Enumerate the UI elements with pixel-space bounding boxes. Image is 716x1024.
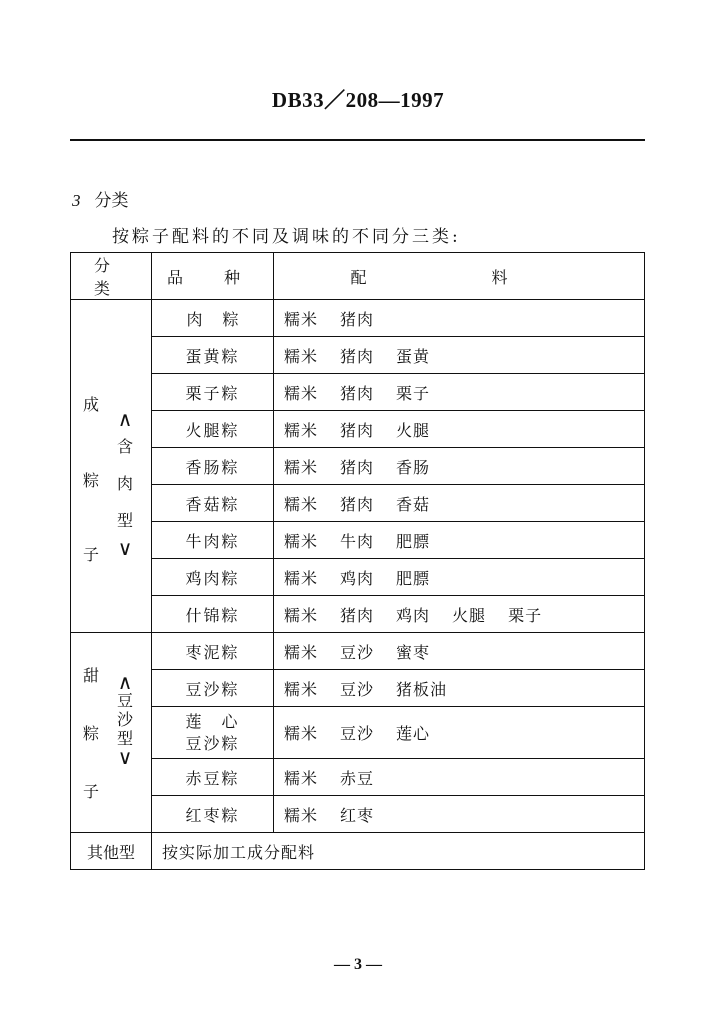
table-row (71, 707, 645, 759)
variety-cell (152, 707, 274, 759)
intro-text: 按粽子配料的不同及调味的不同分三类: (112, 227, 461, 247)
ingredient: 豆沙 (340, 724, 375, 743)
ingredients-cell (274, 633, 645, 670)
ingredient: 糯米 (284, 494, 319, 514)
ingredient: 糯米 (284, 805, 319, 825)
category-subtype-char: 型 (117, 729, 134, 748)
table-row (71, 670, 645, 707)
ingredient: 栗子 (396, 383, 431, 403)
variety-cell: 蛋黄粽 (152, 337, 274, 374)
variety-cell: 豆沙粽 (152, 670, 274, 707)
section-title: 分类 (94, 191, 129, 211)
ingredient: 糯米 (284, 309, 319, 329)
other-category-text: 按实际加工成分配料 (152, 833, 645, 870)
ingredient: 香肠 (396, 457, 431, 477)
variety-cell: 火腿粽 (152, 411, 274, 448)
header-rule (70, 139, 645, 141)
ingredient: 香菇 (396, 494, 431, 514)
table-row (71, 759, 645, 796)
table-row (71, 411, 645, 448)
paren-close-icon: ∨ (117, 536, 133, 560)
ingredient: 糯米 (284, 724, 319, 743)
section-heading (72, 186, 129, 211)
ingredient: 蜜枣 (396, 642, 431, 662)
variety-cell: 什锦粽 (152, 596, 274, 633)
ingredient: 鸡肉 (396, 605, 431, 625)
ingredient: 猪肉 (340, 494, 375, 514)
table-row (71, 522, 645, 559)
ingredients-cell (274, 300, 645, 337)
table-row (71, 796, 645, 833)
ingredient: 猪板油 (396, 679, 448, 699)
other-category-label: 其他型 (71, 833, 152, 870)
variety-cell: 香菇粽 (152, 485, 274, 522)
ingredients-cell (274, 374, 645, 411)
category-subtype-char: 型 (117, 511, 134, 530)
ingredient: 猪肉 (340, 420, 375, 440)
ingredient: 猪肉 (340, 605, 375, 625)
ingredients-cell (274, 485, 645, 522)
table-row (71, 448, 645, 485)
ingredient: 火腿 (396, 420, 431, 440)
table-row (71, 596, 645, 633)
variety-cell: 牛肉粽 (152, 522, 274, 559)
ingredients-cell (274, 522, 645, 559)
variety-cell: 栗子粽 (152, 374, 274, 411)
category-subtype-char: 含 (117, 437, 134, 456)
ingredient: 莲心 (396, 724, 431, 743)
ingredients-cell (274, 559, 645, 596)
category-main-char: 成 (83, 395, 100, 414)
ingredient: 糯米 (284, 679, 319, 699)
category-subtype-char: 沙 (117, 710, 134, 729)
header-variety: 品 种 (152, 253, 274, 300)
category-main-char: 粽 (83, 724, 100, 743)
table-row-other (71, 833, 645, 870)
ingredient: 肥膘 (396, 531, 431, 551)
ingredients-cell (274, 596, 645, 633)
ingredient: 糯米 (284, 768, 319, 788)
page-number: — 3 — (334, 956, 382, 973)
ingredients-cell (274, 707, 645, 759)
table-row (71, 559, 645, 596)
category-subtype (117, 407, 134, 560)
ingredient: 蛋黄 (396, 346, 431, 366)
ingredient: 鸡肉 (340, 568, 375, 588)
ingredient: 豆沙 (340, 679, 375, 699)
ingredient: 赤豆 (340, 768, 375, 788)
category-main-char: 甜 (83, 666, 100, 685)
ingredients-cell (274, 670, 645, 707)
table-row (71, 485, 645, 522)
category-subtype-char: 肉 (117, 474, 134, 493)
ingredients-cell (274, 411, 645, 448)
category-main-char: 粽 (83, 471, 100, 490)
table-header-row (71, 253, 645, 300)
ingredients-cell (274, 759, 645, 796)
ingredients-cell (274, 448, 645, 485)
ingredient: 糯米 (284, 420, 319, 440)
variety-line: 莲 心 (185, 711, 240, 731)
ingredient: 猪肉 (340, 346, 375, 366)
ingredient: 糯米 (284, 346, 319, 366)
variety-cell: 赤豆粽 (152, 759, 274, 796)
ingredient: 牛肉 (340, 531, 375, 551)
ingredient: 肥膘 (396, 568, 431, 588)
paren-close-icon: ∨ (117, 745, 133, 769)
ingredient: 豆沙 (340, 642, 375, 662)
ingredients-cell (274, 796, 645, 833)
ingredient: 猪肉 (340, 457, 375, 477)
variety-cell: 鸡肉粽 (152, 559, 274, 596)
ingredient: 栗子 (508, 605, 543, 625)
ingredient: 糯米 (284, 531, 319, 551)
header-ingredients: 配 料 (274, 253, 645, 300)
table-row (71, 300, 645, 337)
category-cell (71, 300, 152, 633)
table-row (71, 374, 645, 411)
ingredient: 糯米 (284, 642, 319, 662)
ingredient: 火腿 (452, 605, 487, 625)
ingredient: 猪肉 (340, 383, 375, 403)
category-subtype (117, 670, 134, 769)
ingredients-cell (274, 337, 645, 374)
category-main-char: 子 (83, 782, 100, 801)
variety-cell: 香肠粽 (152, 448, 274, 485)
category-main-char: 子 (83, 545, 100, 564)
table-row (71, 337, 645, 374)
ingredient: 糯米 (284, 457, 319, 477)
variety-cell: 肉粽 (152, 300, 274, 337)
ingredient: 猪肉 (340, 309, 375, 329)
section-number: 3 (72, 191, 81, 210)
classification-table (70, 252, 645, 870)
paren-open-icon: ∧ (117, 670, 133, 694)
category-cell (71, 633, 152, 833)
ingredient: 红枣 (340, 805, 375, 825)
variety-line: 豆沙粽 (185, 733, 240, 753)
variety-cell: 红枣粽 (152, 796, 274, 833)
ingredient: 糯米 (284, 383, 319, 403)
category-subtype-char: 豆 (117, 691, 134, 710)
header-category: 分 类 (71, 253, 152, 300)
table-row (71, 633, 645, 670)
ingredient: 糯米 (284, 605, 319, 625)
document-code: DB33／208—1997 (271, 88, 445, 112)
ingredient: 糯米 (284, 568, 319, 588)
variety-cell: 枣泥粽 (152, 633, 274, 670)
paren-open-icon: ∧ (117, 407, 133, 431)
